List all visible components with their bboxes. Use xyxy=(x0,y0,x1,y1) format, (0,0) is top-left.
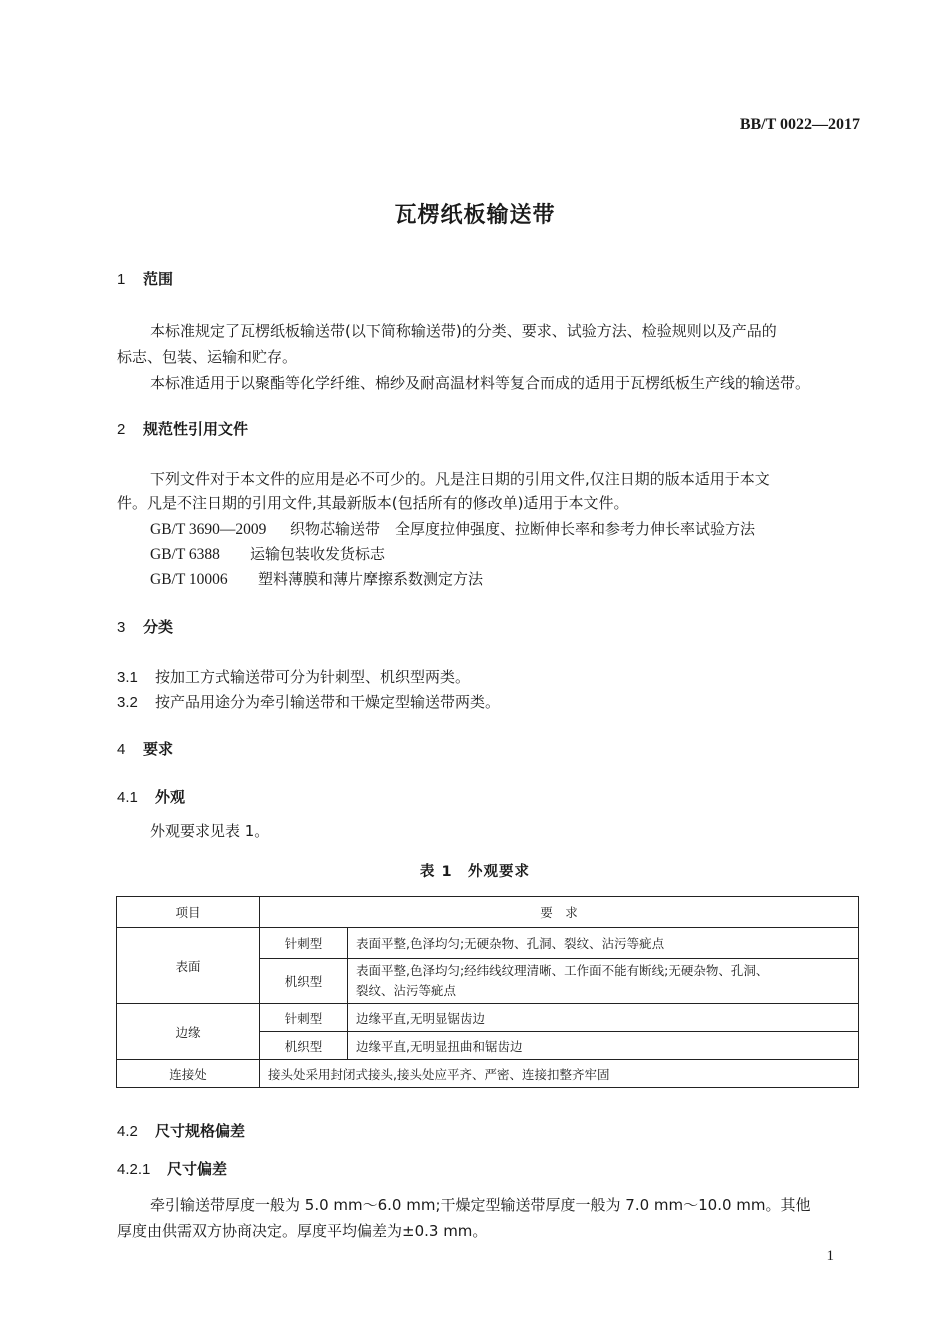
paragraph: 本标准规定了瓦楞纸板输送带(以下简称输送带)的分类、要求、试验方法、检验规则以及产品的 xyxy=(150,322,777,340)
paragraph: 本标准适用于以聚酯等化学纤维、棉纱及耐高温材料等复合而成的适用于瓦楞纸板生产线的输送带。 xyxy=(150,374,811,392)
type-needle: 针刺型 xyxy=(260,1004,348,1032)
subsection-4-1-heading xyxy=(117,786,185,807)
section-1-heading xyxy=(117,268,173,289)
row-label-edge: 边缘 xyxy=(117,1004,260,1060)
row-label-joint: 连接处 xyxy=(117,1060,260,1088)
section-number: 1 xyxy=(117,271,126,288)
reference-item xyxy=(150,543,385,564)
table-row xyxy=(117,1060,859,1088)
page-number: 1 xyxy=(826,1248,834,1264)
reference-title: 织物芯输送带 全厚度拉伸强度、拉断伸长率和参考力伸长率试验方法 xyxy=(290,520,756,538)
subsection-4-2-1-heading xyxy=(117,1158,227,1179)
requirement-line: 表面平整,色泽均匀;经纬线纹理清晰、工作面不能有断线;无硬杂物、孔洞、 xyxy=(356,963,769,978)
type-woven: 机织型 xyxy=(260,1032,348,1060)
section-number: 4.2 xyxy=(117,1123,138,1140)
table-row xyxy=(117,928,859,959)
section-4-heading xyxy=(117,738,173,759)
table-row xyxy=(117,1004,859,1032)
section-title: 尺寸规格偏差 xyxy=(155,1122,246,1140)
requirement-cell xyxy=(348,959,859,1004)
section-2-heading xyxy=(117,418,248,439)
section-3-heading xyxy=(117,616,173,637)
requirement-line: 裂纹、沾污等疵点 xyxy=(356,983,457,998)
requirement-cell: 边缘平直,无明显扭曲和锯齿边 xyxy=(348,1032,859,1060)
section-number: 4.2.1 xyxy=(117,1161,151,1178)
paragraph: 标志、包装、运输和贮存。 xyxy=(117,348,298,366)
section-title: 尺寸偏差 xyxy=(167,1160,228,1178)
table-header-row xyxy=(117,897,859,928)
requirement-cell: 边缘平直,无明显锯齿边 xyxy=(348,1004,859,1032)
reference-item xyxy=(150,518,755,539)
column-header-item: 项目 xyxy=(117,897,260,928)
document-title: 瓦楞纸板输送带 xyxy=(394,203,556,228)
reference-title: 运输包装收发货标志 xyxy=(250,545,386,563)
section-number: 4.1 xyxy=(117,789,138,806)
clause-number: 3.1 xyxy=(117,669,138,686)
section-title: 要求 xyxy=(143,740,174,758)
clause-text: 按产品用途分为牵引输送带和干燥定型输送带两类。 xyxy=(155,693,501,711)
paragraph: 件。凡是不注日期的引用文件,其最新版本(包括所有的修改单)适用于本文件。 xyxy=(117,494,629,512)
section-title: 规范性引用文件 xyxy=(143,420,249,438)
reference-title: 塑料薄膜和薄片摩擦系数测定方法 xyxy=(258,570,484,588)
paragraph: 下列文件对于本文件的应用是必不可少的。凡是注日期的引用文件,仅注日期的版本适用于本文 xyxy=(150,470,770,488)
appearance-requirements-table xyxy=(116,896,859,1088)
reference-code: GB/T 10006 xyxy=(150,571,228,588)
type-needle: 针刺型 xyxy=(260,928,348,959)
section-number: 3 xyxy=(117,619,126,636)
row-label-surface: 表面 xyxy=(117,928,260,1004)
reference-code: GB/T 3690—2009 xyxy=(150,521,267,538)
clause-number: 3.2 xyxy=(117,694,138,711)
table-caption: 表 1 外观要求 xyxy=(419,864,531,880)
reference-item xyxy=(150,568,483,589)
column-header-requirement: 要 求 xyxy=(260,897,859,928)
paragraph: 厚度由供需双方协商决定。厚度平均偏差为±0.3 mm。 xyxy=(117,1222,488,1240)
type-woven: 机织型 xyxy=(260,959,348,1004)
paragraph: 牵引输送带厚度一般为 5.0 mm～6.0 mm;干燥定型输送带厚度一般为 7.0 mm～10.0 mm。其他 xyxy=(150,1196,811,1214)
standard-number: BB/T 0022—2017 xyxy=(739,116,860,133)
section-number: 4 xyxy=(117,741,126,758)
section-title: 分类 xyxy=(143,618,174,636)
reference-code: GB/T 6388 xyxy=(150,546,220,563)
subsection-4-2-heading xyxy=(117,1120,245,1141)
section-number: 2 xyxy=(117,421,126,438)
requirement-cell: 接头处采用封闭式接头,接头处应平齐、严密、连接扣整齐牢固 xyxy=(260,1060,859,1088)
paragraph: 外观要求见表 1。 xyxy=(150,822,270,840)
clause-item xyxy=(117,666,470,687)
clause-text: 按加工方式输送带可分为针刺型、机织型两类。 xyxy=(155,668,471,686)
section-title: 外观 xyxy=(155,788,186,806)
section-title: 范围 xyxy=(143,270,174,288)
clause-item xyxy=(117,691,500,712)
requirement-cell: 表面平整,色泽均匀;无硬杂物、孔洞、裂纹、沾污等疵点 xyxy=(348,928,859,959)
